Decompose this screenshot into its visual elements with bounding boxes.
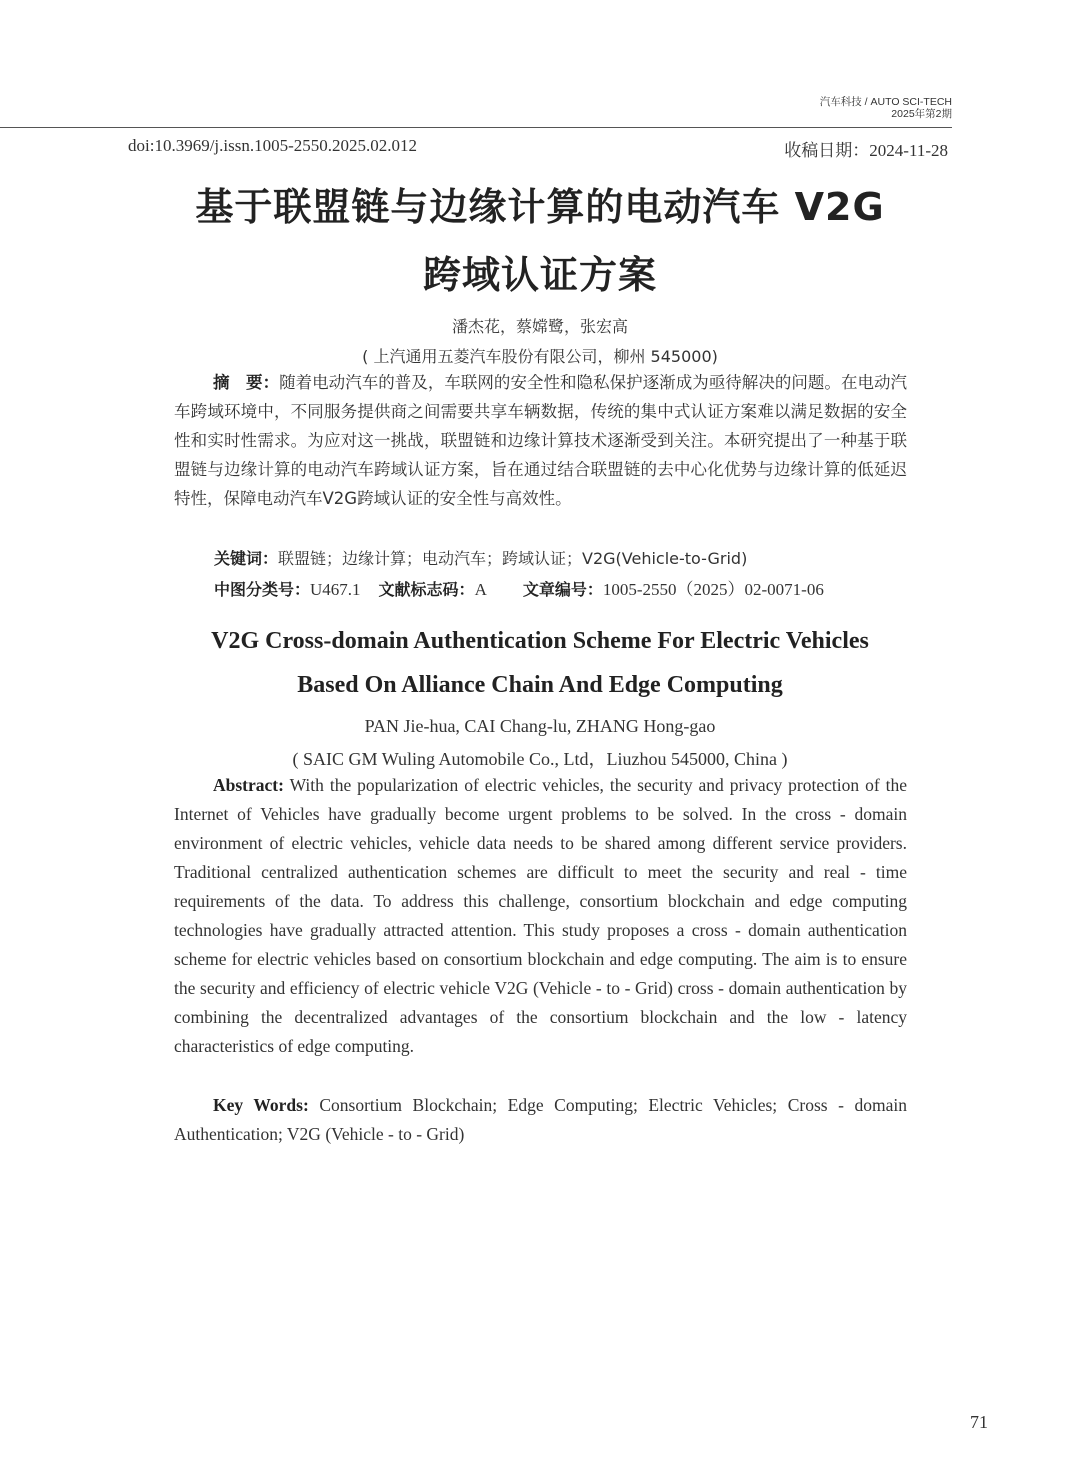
chinese-title-line-2: 跨域认证方案 bbox=[422, 253, 657, 297]
english-abstract-text: With the popularization of electric vehicles, the security and privacy protection of the Internet of Vehicles have gradually become urgent problems to be solved. In the cross - domain environment of electric vehicles, vehicle data needs to be shared among different service providers. Traditional centralized authentication schemes are difficult to meet the security and real - time requirements of the data. To address this challenge, consortium blockchain and edge computing technologies have gradually attracted attention. This study proposes a cross - domain authentication scheme for electric vehicles based on consortium blockchain and edge computing. The aim is to ensure the security and efficiency of electric vehicle V2G (Vehicle - to - Grid) cross - domain authentication by combining the decentralized advantages of the consortium blockchain and the low - latency characteristics of edge computing. bbox=[174, 775, 907, 1056]
doi: doi:10.3969/j.issn.1005-2550.2025.02.012 bbox=[128, 136, 418, 155]
english-affiliation: ( SAIC GM Wuling Automobile Co., Ltd，Liuzhou 545000, China ) bbox=[292, 749, 788, 769]
journal-issue: 2025年第2期 bbox=[891, 108, 952, 120]
english-title-line-1: V2G Cross-domain Authentication Scheme For Electric Vehicles bbox=[211, 628, 869, 654]
english-title-line-2: Based On Alliance Chain And Edge Computing bbox=[297, 672, 783, 698]
chinese-affiliation: ( 上汽通用五菱汽车股份有限公司，柳州 545000) bbox=[362, 347, 718, 366]
chinese-title-line-1: 基于联盟链与边缘计算的电动汽车 V2G bbox=[195, 185, 885, 229]
chinese-abstract-text: 随着电动汽车的普及，车联网的安全性和隐私保护逐渐成为亟待解决的问题。在电动汽车跨域环境中，不同服务提供商之间需要共享车辆数据，传统的集中式认证方案难以满足数据的安全性和实时性需求。为应对这一挑战，联盟链和边缘计算技术逐渐受到关注。本研究提出了一种基于联盟链与边缘计算的电动汽车跨域认证方案，旨在通过结合联盟链的去中心化优势与边缘计算的低延迟特性，保障电动汽车V2G跨域认证的安全性与高效性。 bbox=[174, 373, 908, 508]
english-keywords bbox=[174, 1091, 907, 1149]
clc-label: 中图分类号： bbox=[214, 580, 311, 599]
chinese-abstract bbox=[174, 368, 907, 513]
doc-code-label: 文献标志码： bbox=[378, 580, 475, 599]
doc-code-value: A bbox=[474, 580, 487, 599]
english-authors: PAN Jie-hua, CAI Chang-lu, ZHANG Hong-gao bbox=[364, 716, 716, 736]
chinese-keywords-text: 联盟链；边缘计算；电动汽车；跨域认证；V2G(Vehicle-to-Grid) bbox=[278, 549, 748, 568]
english-keywords-text: Consortium Blockchain; Edge Computing; Electric Vehicles; Cross - domain Authentication; V2G (Vehicle - to - Grid) bbox=[174, 1095, 907, 1144]
page-number: 71 bbox=[970, 1412, 988, 1432]
classification-line bbox=[214, 575, 824, 600]
chinese-keywords-label: 关键词： bbox=[214, 549, 279, 568]
english-keywords-label: Key Words: bbox=[213, 1095, 309, 1115]
journal-header bbox=[820, 96, 952, 120]
clc-value: U467.1 bbox=[310, 580, 361, 599]
journal-name: 汽车科技 / AUTO SCI-TECH bbox=[819, 96, 952, 108]
english-abstract-label: Abstract: bbox=[213, 775, 284, 795]
received-date: 收稿日期：2024-11-28 bbox=[784, 141, 948, 160]
english-abstract bbox=[174, 771, 907, 1061]
article-no-label: 文章编号： bbox=[522, 580, 603, 599]
chinese-keywords bbox=[214, 546, 747, 569]
chinese-abstract-label: 摘 要： bbox=[213, 373, 280, 392]
article-no-value: 1005-2550（2025）02-0071-06 bbox=[602, 580, 824, 599]
chinese-authors: 潘杰花，蔡嫦鹭，张宏高 bbox=[451, 317, 628, 336]
header-divider bbox=[0, 127, 952, 128]
